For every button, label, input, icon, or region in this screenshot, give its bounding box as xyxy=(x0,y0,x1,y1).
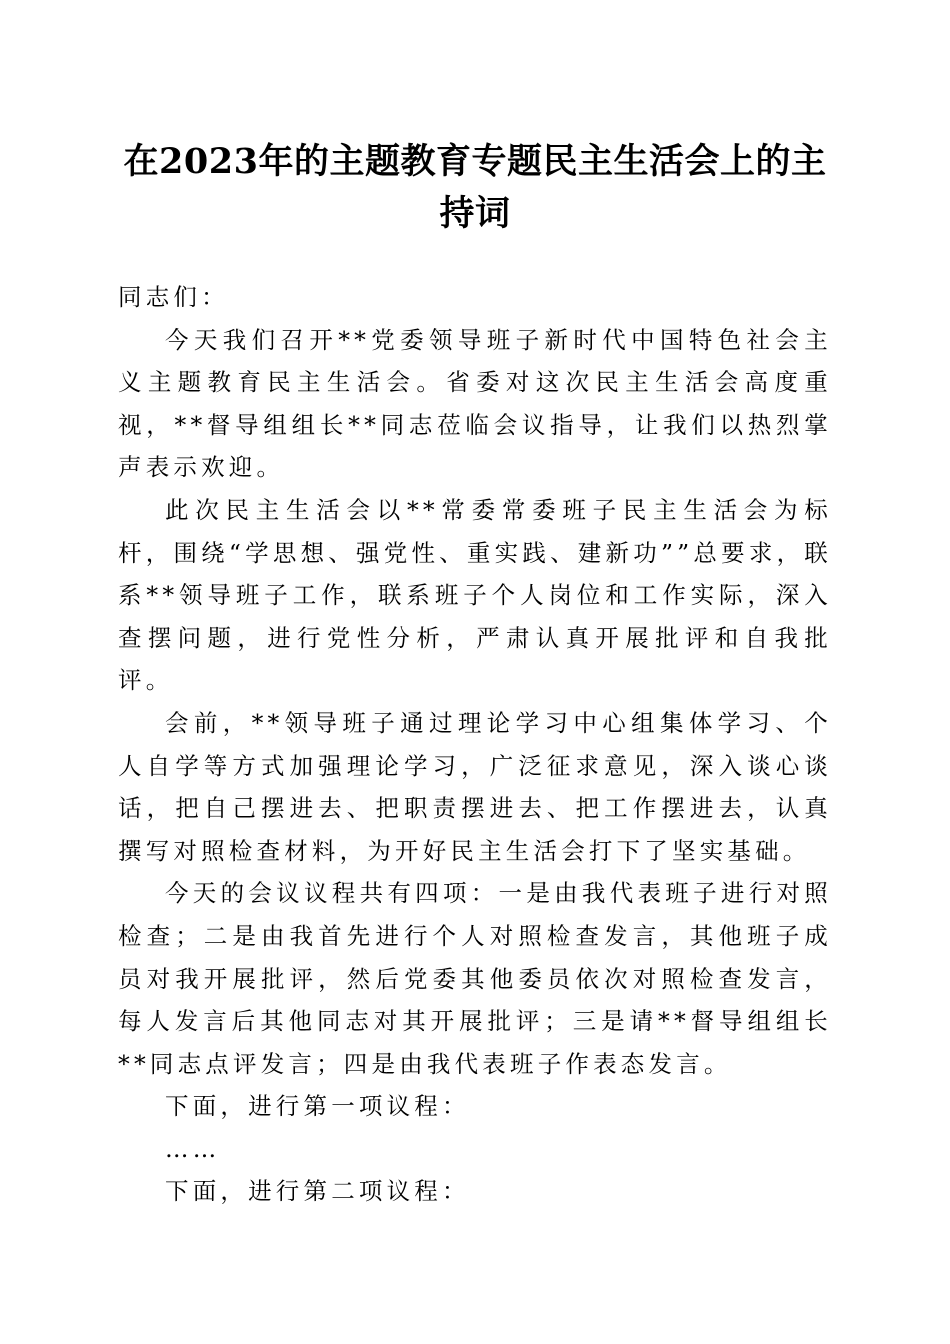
paragraph-preparation: 会前，**领导班子通过理论学习中心组集体学习、个人自学等方式加强理论学习，广泛征求意见，深入谈心谈话，把自己摆进去、把职责摆进去、把工作摆进去，认真撰写对照检查材料，为开好民主生活会打下了坚实基础。 xyxy=(118,708,832,865)
paragraph-opening: 今天我们召开**党委领导班子新时代中国特色社会主义主题教育民主生活会。省委对这次民主生活会高度重视，**督导组组长**同志莅临会议指导，让我们以热烈掌声表示欢迎。 xyxy=(118,325,832,482)
paragraph-first-item: 下面，进行第一项议程： xyxy=(165,1092,470,1121)
document-title: 在2023年的主题教育专题民主生活会上的主持词 xyxy=(123,141,827,234)
document-body xyxy=(118,276,832,1213)
paragraph-second-item: 下面，进行第二项议程： xyxy=(165,1177,470,1206)
paragraph-ellipsis: …… xyxy=(165,1134,221,1163)
paragraph-agenda: 今天的会议议程共有四项：一是由我代表班子进行对照检查；二是由我首先进行个人对照检查发言，其他班子成员对我开展批评，然后党委其他委员依次对照检查发言，每人发言后其他同志对其开展批评；三是请**督导组组长**同志点评发言；四是由我代表班子作表态发言。 xyxy=(118,879,832,1078)
paragraph-purpose: 此次民主生活会以**常委常委班子民主生活会为标杆，围绕“学思想、强党性、重实践、建新功””总要求，联系**领导班子工作，联系班子个人岗位和工作实际，深入查摆问题，进行党性分析，严肃认真开展批评和自我批评。 xyxy=(118,495,832,695)
salutation: 同志们： xyxy=(118,283,229,311)
